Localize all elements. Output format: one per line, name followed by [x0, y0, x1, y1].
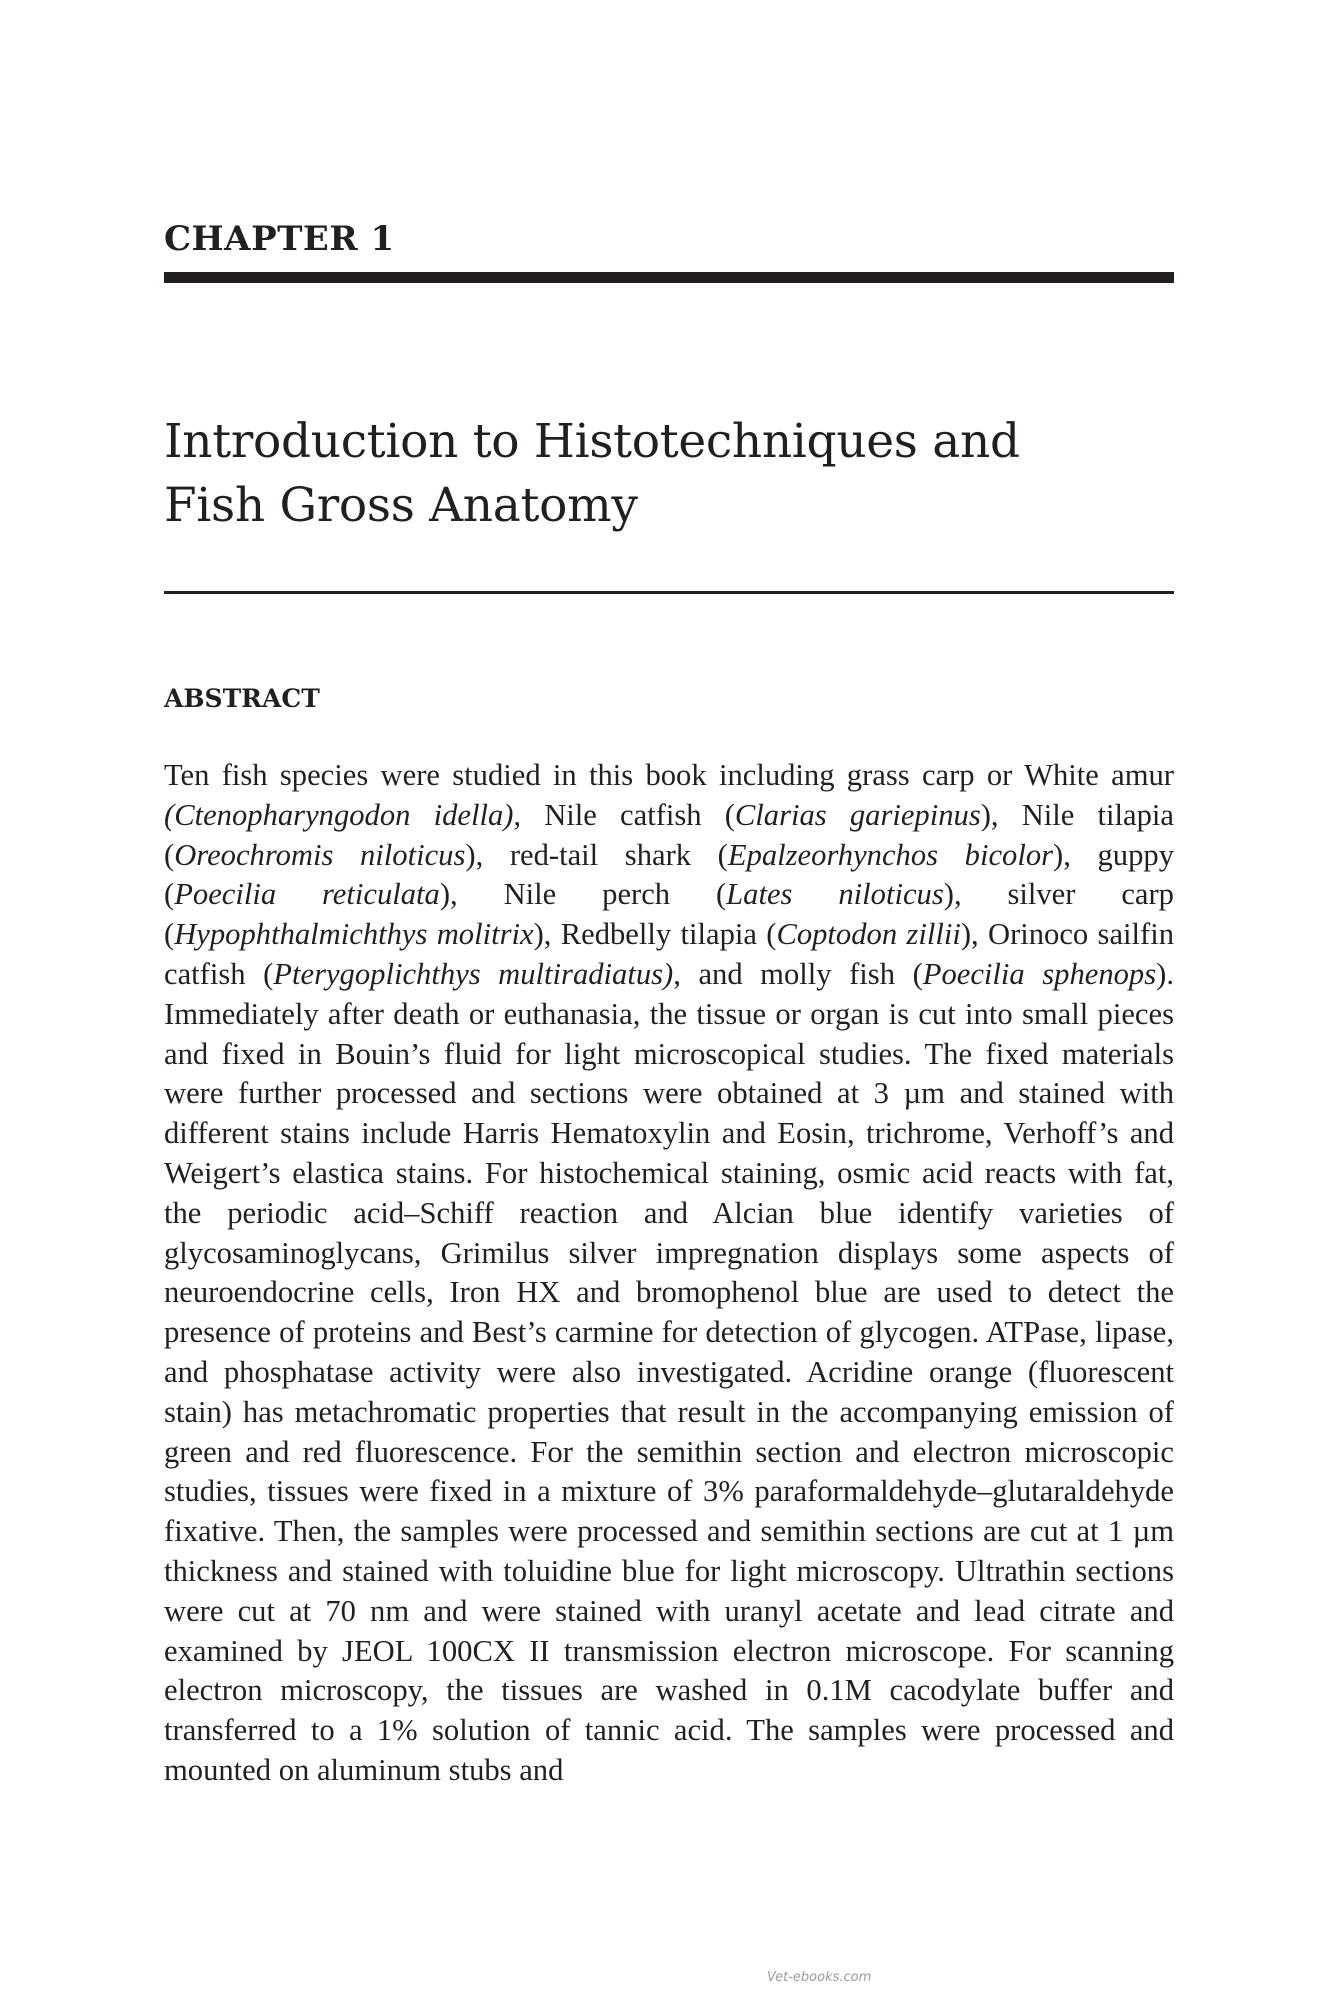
chapter-title-line2: Fish Gross Anatomy: [164, 478, 638, 533]
abstract-text: ), Redbelly tilapia (: [533, 917, 777, 952]
chapter-rule-thin: [164, 591, 1174, 594]
chapter-title-line1: Introduction to Histotechniques and: [164, 414, 1020, 469]
species-name: Epalzeorhynchos bicolor: [727, 837, 1054, 872]
abstract-heading: ABSTRACT: [164, 684, 320, 713]
species-name: Pterygoplichthys multiradiatus): [273, 956, 674, 991]
species-name: Clarias gariepinus: [734, 797, 981, 832]
species-name: Lates niloticus: [726, 877, 944, 912]
abstract-text: ), Nile tilapia (: [164, 797, 1174, 872]
chapter-rule-thick: [164, 272, 1174, 283]
abstract-text: ), Orinoco sailfin catfish (: [164, 917, 1175, 991]
chapter-title: [164, 410, 1174, 538]
species-name: Coptodon zillii: [776, 917, 961, 952]
species-name: Poecilia reticulata: [174, 877, 440, 912]
page: [164, 0, 1174, 1999]
abstract-text: ), Nile perch (: [439, 877, 727, 912]
abstract-text: Ten fish species were studied in this book including grass carp or White amur: [164, 758, 1174, 792]
watermark: Vet-ebooks.com: [767, 1970, 872, 1985]
abstract-text: , and molly fish (: [673, 956, 923, 991]
abstract-text: ). Immediately after death or euthanasia, the tissue or organ is cut into small pieces and fixed in Bouin’s fluid for light microscopical studies. The fixed materials were further processed and sections were obtained at 3 µm and stained with different stains include Harris Hematoxylin and Eosin, trichrome, Verhoff’s and Weigert’s elastica stains. For histochemical staining, osmic acid reacts with fat, the periodic acid–Schiff reaction and Alcian blue identify varieties of glycosaminoglycans, Grimilus silver impregnation displays some aspects of neuroendocrine cells, Iron HX and bromophenol blue are used to detect the presence of proteins and Best’s carmine for detection of glycogen. ATPase, lipase, and phosphatase activity were also investigated. Acridine orange (fluorescent stain) has metachromatic properties that result in the accompanying emission of green and red fluorescence. For the semithin section and electron microscopic studies, tissues were fixed in a mixture of 3% paraformaldehyde–glutaraldehyde fixative. Then, the samples were processed and semithin sections are cut at 1 µm thickness and stained with toluidine blue for light microscopy. Ultrathin sections were cut at 70 nm and were stained with uranyl acetate and lead citrate and examined by JEOL 100CX II transmission electron microscope. For scanning electron microscopy, the tissues are washed in 0.1M cacodylate buffer and transferred to a 1% solution of tannic acid. The samples were processed and mounted on aluminum stubs and: [164, 956, 1174, 1787]
abstract-text: ), red-tail shark (: [465, 837, 728, 872]
species-name: Oreochromis niloticus: [174, 837, 466, 872]
chapter-label: CHAPTER 1: [164, 219, 395, 259]
abstract-text: ), guppy (: [164, 837, 1174, 912]
species-name: Poecilia sphenops: [922, 956, 1157, 991]
species-name: (Ctenopharyngodon idella),: [164, 797, 522, 832]
abstract-text: Nile catfish (: [521, 797, 735, 832]
abstract-body: [164, 756, 1174, 1791]
species-name: Hypophthalmichthys molitrix: [174, 917, 534, 952]
abstract-text: ), silver carp (: [164, 877, 1174, 952]
